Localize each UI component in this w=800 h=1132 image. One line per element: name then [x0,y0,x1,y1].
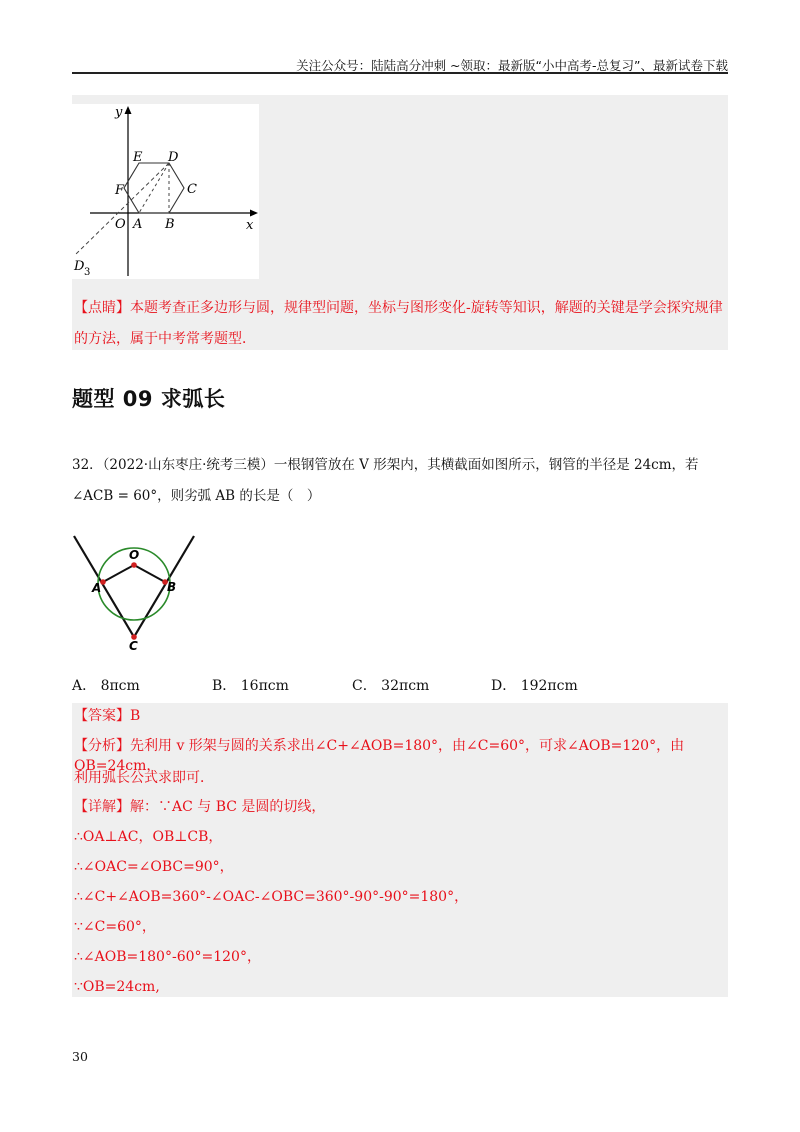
detail-step: ∴∠C+∠AOB=360°-∠OAC-∠OBC=360°-90°-90°=180°， [74,889,469,905]
comment-line-1 [74,298,726,318]
question-line-1: 32．（2022·山东枣庄·统考三模）一根钢管放在 V 形架内，其横截面如图所示，钢管的半径是 24cm，若 [72,457,699,473]
label-o: O [115,217,126,232]
v-frame-right [134,536,194,637]
comment-text-1: 本题考查正多边形与圆，规律型问题，坐标与图形变化-旋转等知识，解题的关键是学会探究规律 [130,300,723,316]
option-a[interactable] [72,675,140,695]
x-arrow-icon [250,210,258,217]
detail-line [74,797,726,817]
option-d[interactable] [491,675,578,695]
hexagon-coordinate-figure [72,104,259,279]
v-frame-left [74,536,134,637]
detail-tag: 【详解】 [74,799,130,815]
label-d3-subscript: 3 [84,267,91,278]
option-d-letter: D． [491,678,517,694]
comment-line-2: 的方法，属于中考常考题型． [74,331,256,347]
option-c-letter: C． [352,678,377,694]
answer-tag: 【答案】 [74,708,130,724]
label-b: B [165,217,175,232]
option-a-value: 8πcm [100,678,140,694]
detail-step: ∵OB=24cm, [74,979,160,995]
label-y: y [115,105,123,120]
detail-step: ∵∠C=60°， [74,919,156,935]
label-d3: D [74,259,85,274]
comment-tag: 【点睛】 [74,300,130,316]
label-e: E [133,150,143,165]
label-c: C [129,639,138,650]
dashed-line-d-d3 [76,163,169,254]
radius-oa [103,565,134,582]
option-c[interactable] [352,675,429,695]
detail-intro: 解：∵AC 与 BC 是圆的切线， [130,799,326,815]
header-text: 关注公众号：陆陆高分冲刺 ~领取：最新版“小中高考-总复习”、最新试卷下载 [296,58,728,73]
header-divider [72,72,728,74]
analysis-line-2: 利用弧长公式求即可． [74,770,214,786]
option-b-letter: B． [212,678,237,694]
page-number: 30 [72,1049,88,1064]
label-a: A [133,217,143,232]
label-c: C [187,182,197,197]
radius-ob [134,565,165,582]
detail-step: ∴∠AOB=180°-60°=120°， [74,949,261,965]
answer-line [74,706,726,726]
answer-value: B [130,708,141,724]
detail-step: ∴OA⊥AC，OB⊥CB， [74,829,223,845]
option-b-value: 16πcm [240,678,289,694]
point-o [131,562,137,568]
label-o: O [129,548,140,562]
section-title: 题型 09 求弧长 [72,387,226,411]
option-c-value: 32πcm [381,678,430,694]
label-b: B [167,580,177,594]
circle-v-frame-figure [70,530,200,650]
label-x: x [246,218,254,233]
option-a-letter: A． [72,678,97,694]
detail-step: ∴∠OAC=∠OBC=90°， [74,859,234,875]
question-line-2: ∠ACB = 60°，则劣弧 AB 的长是（ ） [72,488,321,504]
analysis-tag: 【分析】 [74,738,130,754]
y-arrow-icon [125,106,132,114]
label-a: A [92,581,102,595]
hexagon [124,163,184,213]
option-b[interactable] [212,675,289,695]
label-f: F [115,183,125,198]
analysis-text-1: 先利用 v 形架与圆的关系求出∠C+∠AOB=180°，由∠C=60°，可求∠AOB=120°，由 OB=24cm， [74,738,685,774]
label-d: D [168,150,179,165]
option-d-value: 192πcm [520,678,578,694]
